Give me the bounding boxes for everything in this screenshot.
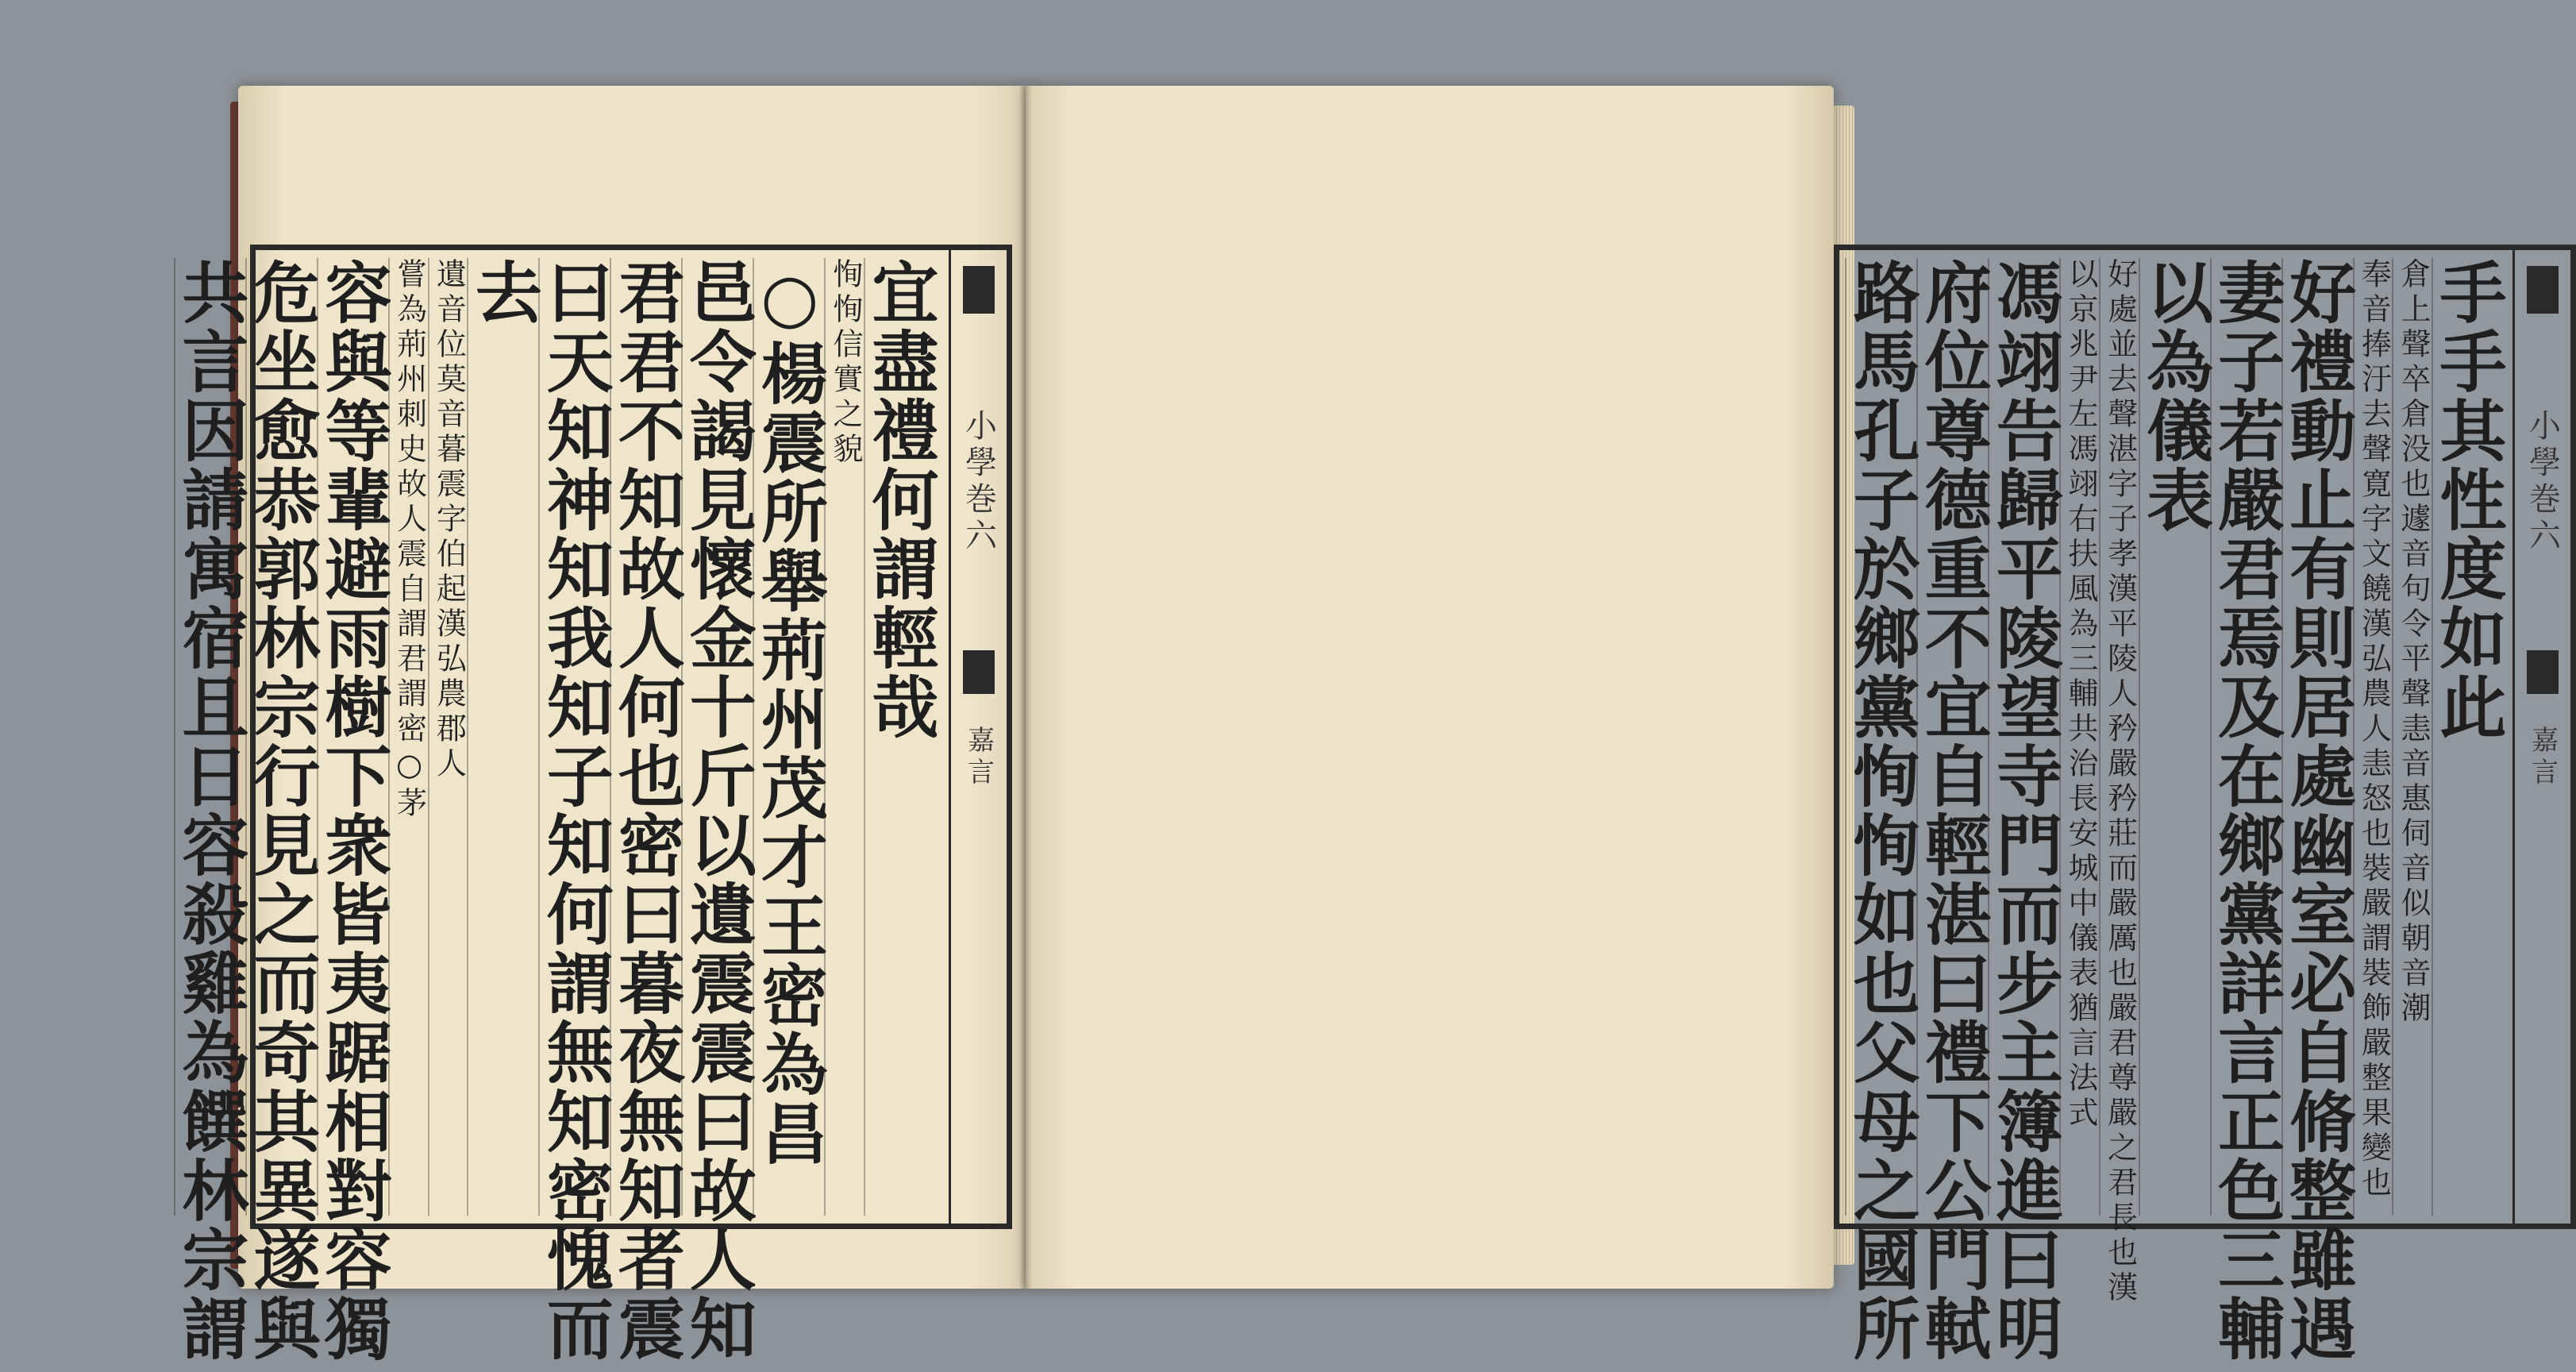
right-page	[1026, 86, 2561, 1363]
text-column: 宜盡禮何謂輕哉	[864, 258, 935, 1216]
left-margin-strip	[949, 250, 1007, 1224]
book-spread	[171, 86, 2561, 1363]
fish-tail-mark	[2527, 650, 2559, 694]
book-gutter	[1019, 86, 1032, 1289]
right-text-frame	[1834, 245, 2576, 1363]
text-column: 遺音位莫音暮震字伯起漢弘農郡人	[428, 258, 468, 1216]
text-column: 君君不知故人何也密曰暮夜無知者震	[607, 258, 687, 1363]
fish-tail-mark	[963, 650, 995, 694]
text-column: ○楊震所舉荊州茂才王密為昌	[753, 258, 824, 1216]
text-column: 曰天知神知我知子知何謂無知密愧而	[536, 258, 615, 1363]
text-column: 危坐愈恭郭林宗行見之而奇其異遂與	[242, 258, 322, 1363]
text-column: 手手其性度如此	[2432, 258, 2503, 1216]
text-column: 府位尊德重不宜自輕湛曰禮下公門軾	[1914, 258, 1993, 1363]
text-column: 妻子若嚴君焉及在鄉黨詳言正色三輔	[2207, 258, 2286, 1363]
left-page	[171, 86, 1026, 1363]
text-column: 以京兆尹左馮翊右扶風為三輔共治長安城中儀表猶言法式	[2059, 258, 2099, 1216]
left-margin-title: 小學巻六	[960, 409, 997, 555]
fish-tail-mark	[963, 266, 995, 314]
text-column: 容與等輩避雨樹下衆皆夷踞相對容獨	[314, 258, 393, 1363]
text-column: 好禮動止有則居處幽室必自脩整雖遇	[2278, 258, 2358, 1363]
text-column: 邑令謁見懷金十斤以遺震震曰故人知	[679, 258, 758, 1363]
text-column: 共言因請寓宿且日容殺雞為饌林宗謂	[171, 258, 250, 1363]
right-margin-strip	[2512, 250, 2570, 1224]
left-text-columns	[171, 258, 940, 1363]
text-column: 路馬孔子於鄉黨恂恂如也父母之國所	[1842, 258, 1922, 1363]
fish-tail-mark	[2527, 266, 2559, 314]
text-column: 去	[467, 258, 538, 1216]
text-column: 以為儀表	[2139, 258, 2210, 1216]
right-text-columns	[1842, 258, 2508, 1363]
right-margin-title: 小學巻六	[2524, 409, 2561, 555]
text-column: 好處並去聲湛字子孝漢平陵人矜嚴矜莊而嚴厲也嚴君尊嚴之君長也漢	[2099, 258, 2139, 1216]
text-column: 恂恂信實之貌	[824, 258, 864, 1216]
right-margin-sub: 嘉言	[2526, 726, 2559, 789]
left-margin-sub: 嘉言	[962, 726, 995, 789]
text-column: 奉音捧汙去聲寛字文饒漢弘農人恚怒也裝嚴謂裝飾嚴整果變也	[2353, 258, 2393, 1216]
text-column: 馮翊告歸平陵望寺門而步主簿進曰明	[1985, 258, 2065, 1363]
left-text-frame	[171, 245, 1012, 1363]
text-column: 嘗為荊州刺史故人震自謂君謂密○茅	[388, 258, 428, 1216]
text-column: 倉上聲卒倉没也遽音句令平聲恚音惠伺音似朝音潮	[2392, 258, 2432, 1216]
